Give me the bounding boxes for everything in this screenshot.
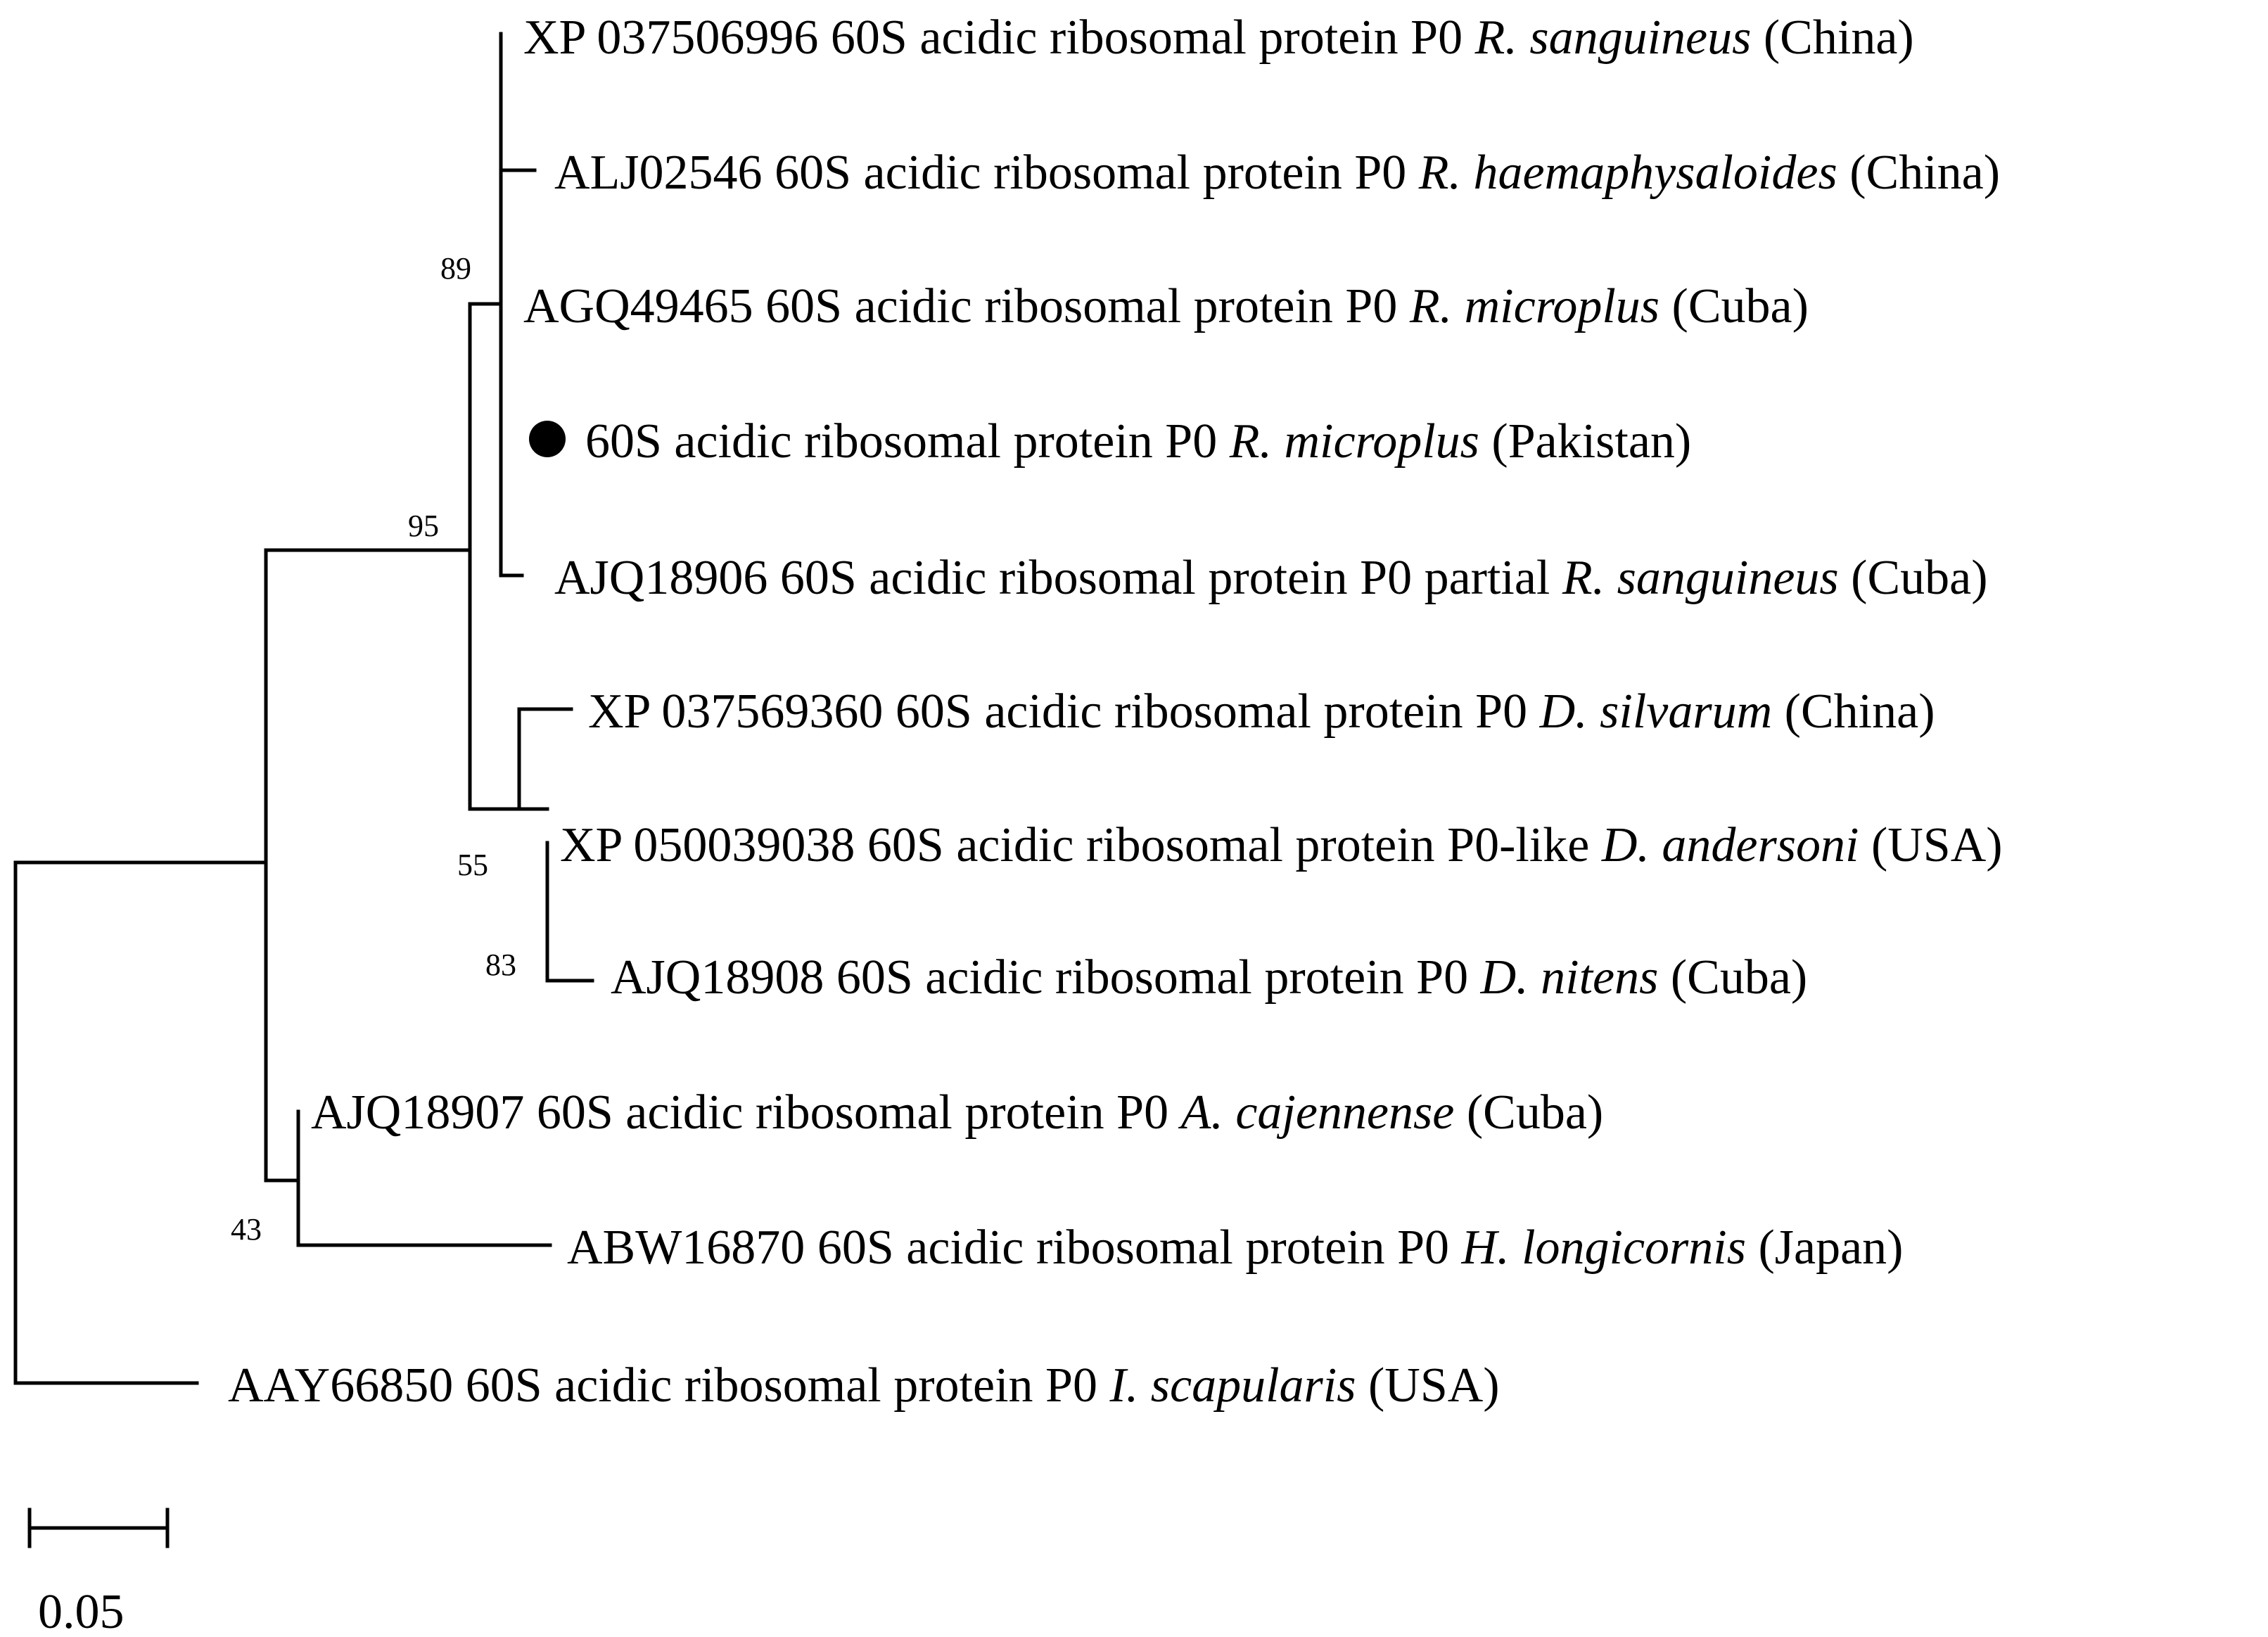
bootstrap-dermacentor: 55 — [457, 848, 488, 882]
taxon-label-t9: AJQ18907 60S acidic ribosomal protein P0 A. cajennense (Cuba) — [311, 1085, 1604, 1140]
bootstrap-ambly-haema: 43 — [231, 1212, 262, 1247]
taxon-labels — [228, 11, 2003, 1413]
taxon-label-t3: AGQ49465 60S acidic ribosomal protein P0 R. microplus (Cuba) — [523, 279, 1809, 333]
bootstrap-rhipicephalus: 89 — [440, 251, 471, 286]
scale-bar-label: 0.05 — [38, 1585, 125, 1637]
scale-bar — [30, 1510, 167, 1637]
taxon-label-t1: XP 037506996 60S acidic ribosomal protein P0 R. sanguineus (China) — [523, 11, 1914, 65]
taxon-label-t7: XP 050039038 60S acidic ribosomal protein P0-like D. andersoni (USA) — [560, 818, 2003, 872]
taxon-label-t8: AJQ18908 60S acidic ribosomal protein P0 D. nitens (Cuba) — [611, 950, 1808, 1005]
bootstrap-rhip-derm: 95 — [408, 509, 439, 543]
taxon-label-t11: AAY66850 60S acidic ribosomal protein P0 I. scapularis (USA) — [228, 1358, 1500, 1413]
taxon-label-t2: ALJ02546 60S acidic ribosomal protein P0 R. haemaphysaloides (China) — [554, 146, 2001, 200]
taxon-label-t4: 60S acidic ribosomal protein P0 R. microplus (Pakistan) — [585, 414, 1692, 469]
taxon-label-t10: ABW16870 60S acidic ribosomal protein P0 H. longicornis (Japan) — [567, 1221, 1904, 1275]
highlight-marker-icon — [529, 421, 566, 457]
bootstrap-andersoni-nitens: 83 — [485, 948, 516, 982]
taxon-label-t6: XP 037569360 60S acidic ribosomal protein P0 D. silvarum (China) — [588, 684, 1935, 739]
taxon-label-t5: AJQ18906 60S acidic ribosomal protein P0 partial R. sanguineus (Cuba) — [554, 551, 1988, 605]
tree-branches — [15, 34, 592, 1383]
